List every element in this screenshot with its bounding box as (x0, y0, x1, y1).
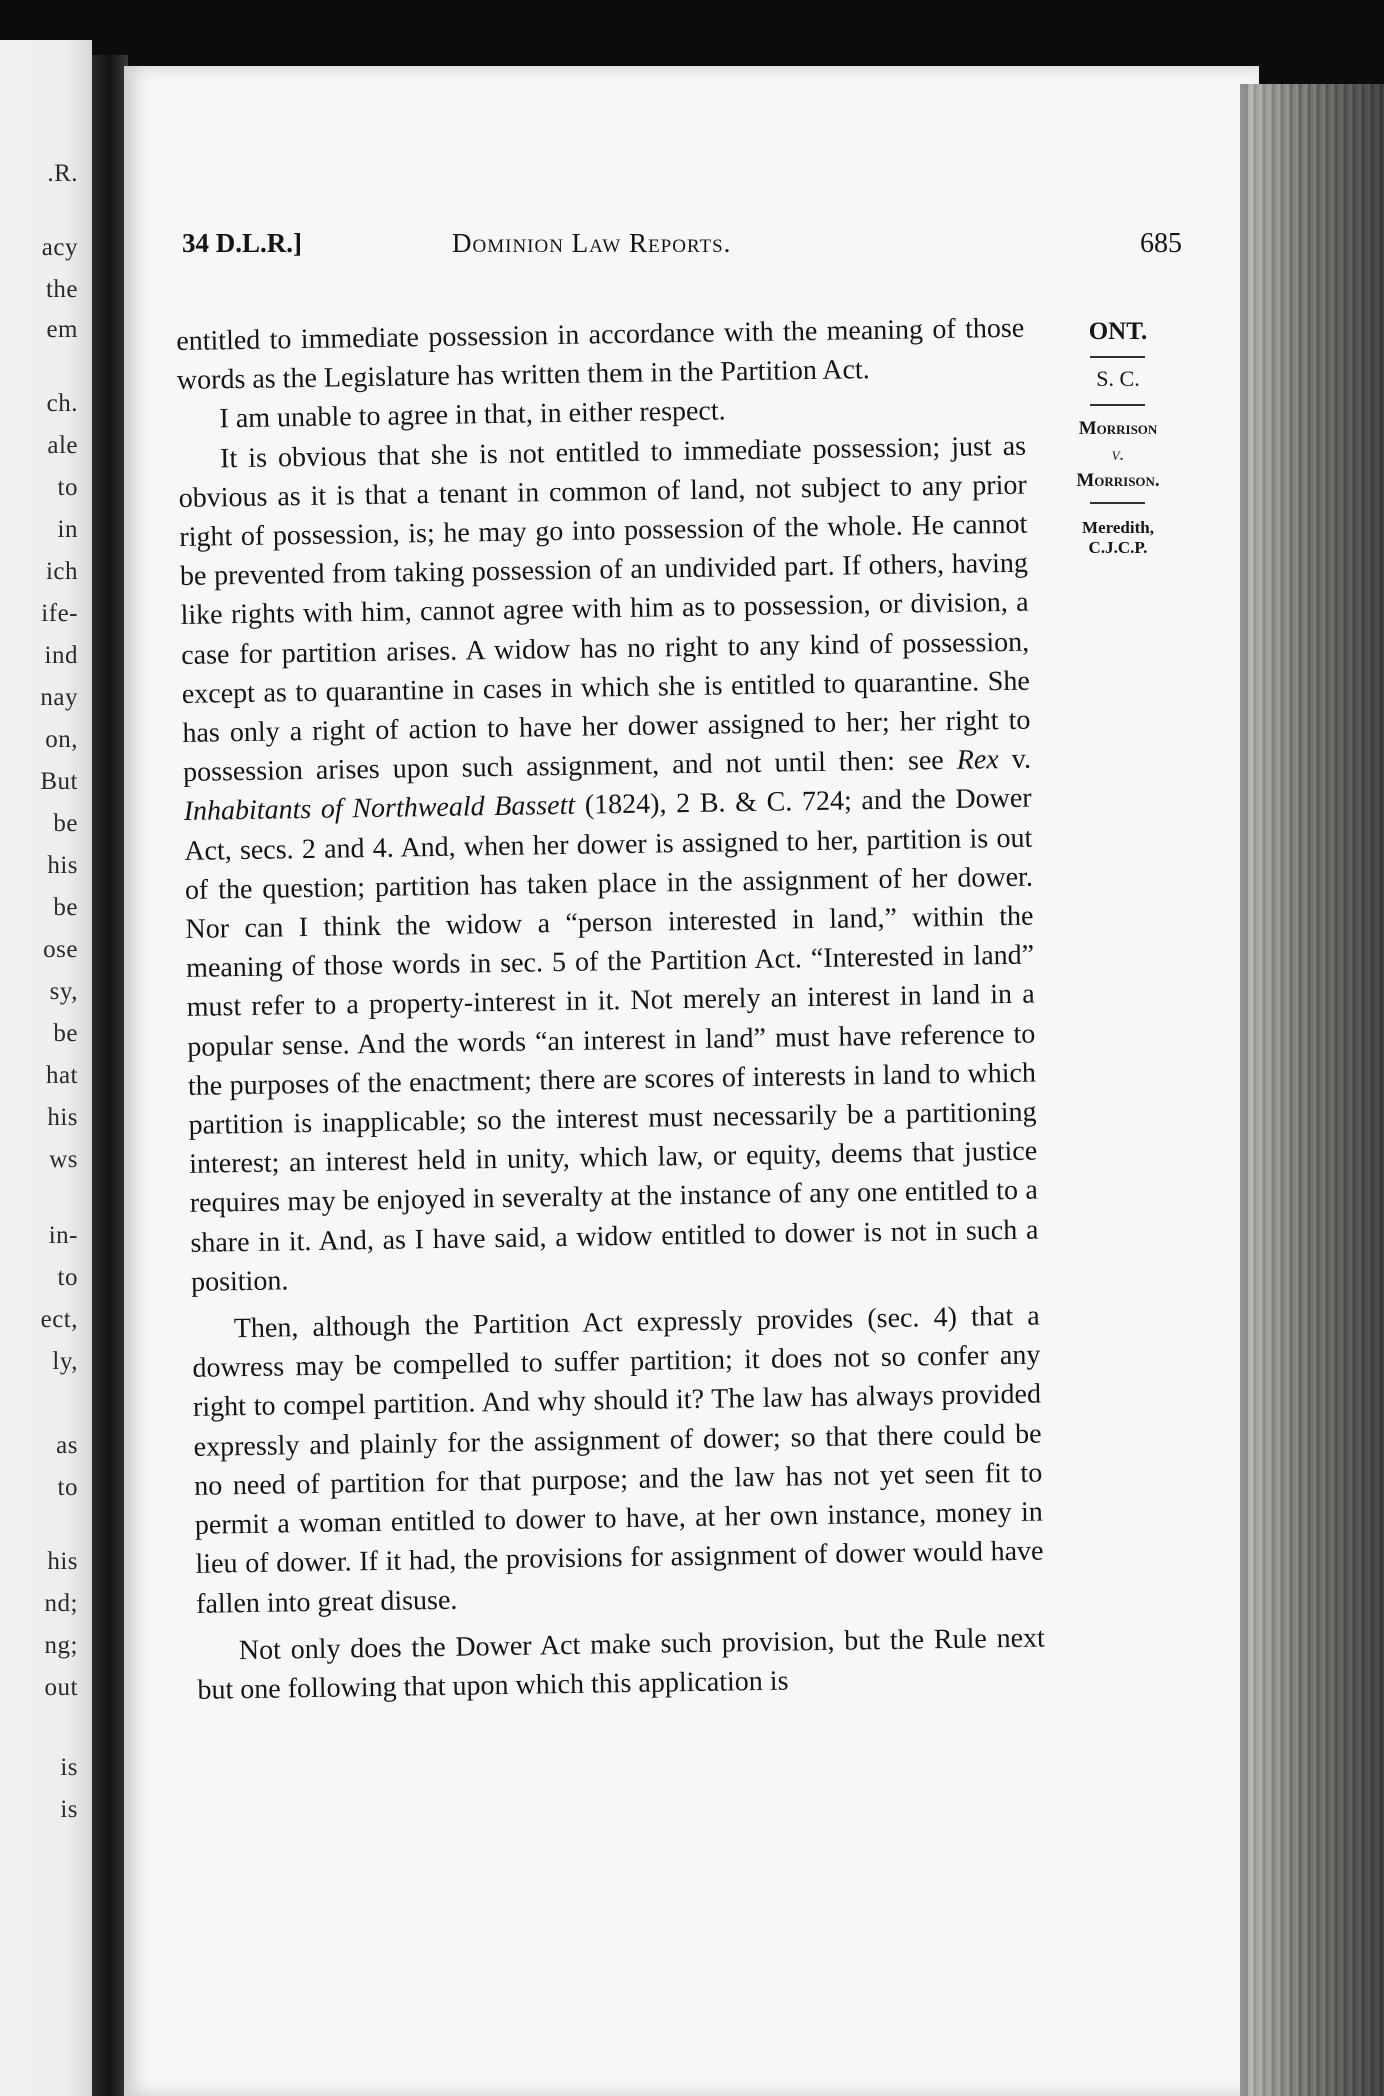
paragraph-3 (178, 426, 1039, 1302)
left-page-fragment: to (57, 1474, 78, 1501)
left-page-fragment: ws (49, 1146, 78, 1173)
paragraph-1: entitled to immediate possession in accordance with the meaning of those words as the Legislature has written them in the Partition Act. (176, 312, 1025, 397)
left-page-fragment: his (47, 852, 78, 879)
sidenote-court: S. C. (1096, 366, 1140, 391)
sidenote-rule (1090, 356, 1145, 358)
paragraph-4: Then, although the Partition Act expressly provides (sec. 4) that a dowress may be compelled to suffer partition; it does not so confer any right to compel partition. And why should it? The law has always provided expressly and plainly for the assignment of dower; so that there could be no need of partition for that purpose; and the law has not yet seen fit to permit a woman entitled to dower to have, at her own instance, money in lieu of dower. If it had, the provisions for assignment of dower would have fallen into great disuse. (192, 1300, 1044, 1620)
paragraph-3-text-b: v. (998, 743, 1032, 776)
case-citation-rex: Rex (956, 744, 999, 777)
previous-page-edge (0, 40, 92, 2096)
left-page-fragment: be (53, 894, 78, 921)
running-title: Dominion Law Reports. (452, 228, 732, 258)
left-page-fragment: ich (45, 558, 78, 585)
left-page-fragment: nd; (44, 1590, 78, 1617)
left-page-fragment: em (46, 316, 78, 343)
left-page-fragment: to (57, 474, 78, 501)
left-page-fragment: sy, (49, 978, 78, 1005)
left-page-fragment: ch. (46, 390, 78, 417)
left-page-fragment: But (40, 768, 78, 795)
case-party-2: Morrison. (1076, 470, 1160, 491)
case-party-1: Morrison (1078, 418, 1158, 439)
left-page-fragment: as (56, 1432, 78, 1459)
left-page-fragment: be (53, 810, 78, 837)
paragraph-3-text-a: It is obvious that she is not entitled to immediate possession; just as obvious as it is that a tenant in common of land, not subject to any prior right of possession, is; he may go into possession of the whole. He cannot be prevented from taking possession of an undivided part. If others, having like rights with him, cannot agree with him as to possession, or division, a case for partition arises. A widow has no right to any kind of possession, except as to quarantine in cases in which she is entitled to quarantine. She has only a right of action to have her dower assigned to her; her right to possession arises upon such assignment, and not until then: see (178, 430, 1031, 789)
left-page-fragment: ng; (44, 1632, 78, 1659)
sidenote-judge (1058, 518, 1178, 558)
left-page-fragment: hat (45, 1062, 78, 1089)
left-page-fragment: on, (45, 726, 78, 753)
left-page-fragment: nay (40, 684, 78, 711)
left-page-fragment: ife- (41, 600, 78, 627)
body-text (176, 309, 1046, 1710)
case-citation-inhabitants: Inhabitants of Northweald Bassett (183, 790, 576, 828)
left-page-fragment: ose (43, 936, 78, 963)
left-page-fragment: his (47, 1548, 78, 1575)
sidenote-rule (1090, 502, 1145, 504)
judge-title: C.J.C.P. (1088, 538, 1148, 557)
left-page-fragment: his (47, 1104, 78, 1131)
left-page-fragment: ale (47, 432, 78, 459)
left-page-fragment: ind (44, 642, 78, 669)
case-versus: v. (1111, 444, 1125, 465)
sidenote-rule (1090, 404, 1145, 406)
sidenote-case-name (1058, 416, 1178, 494)
left-page-fragment: the (45, 276, 78, 303)
page-number: 685 (1140, 228, 1182, 259)
left-page-fragment: is (60, 1754, 78, 1781)
paragraph-3-text-c: (1824), 2 B. & C. 724; and the Dower Act, secs. 2 and 4. And, when her dower is assigned to her, partition is out of the question; partition has taken place in the assignment of her dower. Nor can I think the widow a “person interested in land,” within the meaning of those words in sec. 5 of the Partition Act. “Interested in land” must refer to a property-interest in it. Not merely an interest in land in a popular sense. And the words “an interest in land” must have reference to the purposes of the enactment; there are scores of interests in land to which partition is inapplicable; so the interest must necessarily be a partitioning interest; an interest held in unity, which law, or equity, deems that justice requires may be enjoyed in severalty at the instance of any one entitled to a share in it. And, as I have said, a widow entitled to dower is not in such a position. (184, 783, 1039, 1298)
judge-name: Meredith, (1082, 518, 1154, 537)
page-edges (1240, 84, 1384, 2096)
left-page-fragment: .R. (47, 160, 78, 187)
left-page-fragment: in- (48, 1222, 78, 1249)
book-gutter (92, 55, 128, 2096)
sidenote-province: ONT. (1088, 318, 1148, 345)
left-page-fragment: is (60, 1796, 78, 1823)
left-page-fragment: in (57, 516, 78, 543)
left-page-fragment: be (53, 1020, 78, 1047)
left-page-fragment: to (57, 1264, 78, 1291)
left-page-fragment: out (44, 1674, 78, 1701)
left-page-fragment: ly, (52, 1348, 78, 1375)
paragraph-2: I am unable to agree in that, in either respect. (219, 395, 726, 435)
paragraph-5: Not only does the Dower Act make such provision, but the Rule next but one following that upon which this application is (197, 1622, 1046, 1706)
volume-label: 34 D.L.R.] (182, 228, 302, 258)
left-page-fragment: acy (41, 234, 78, 261)
left-page-fragment: ect, (40, 1306, 78, 1333)
